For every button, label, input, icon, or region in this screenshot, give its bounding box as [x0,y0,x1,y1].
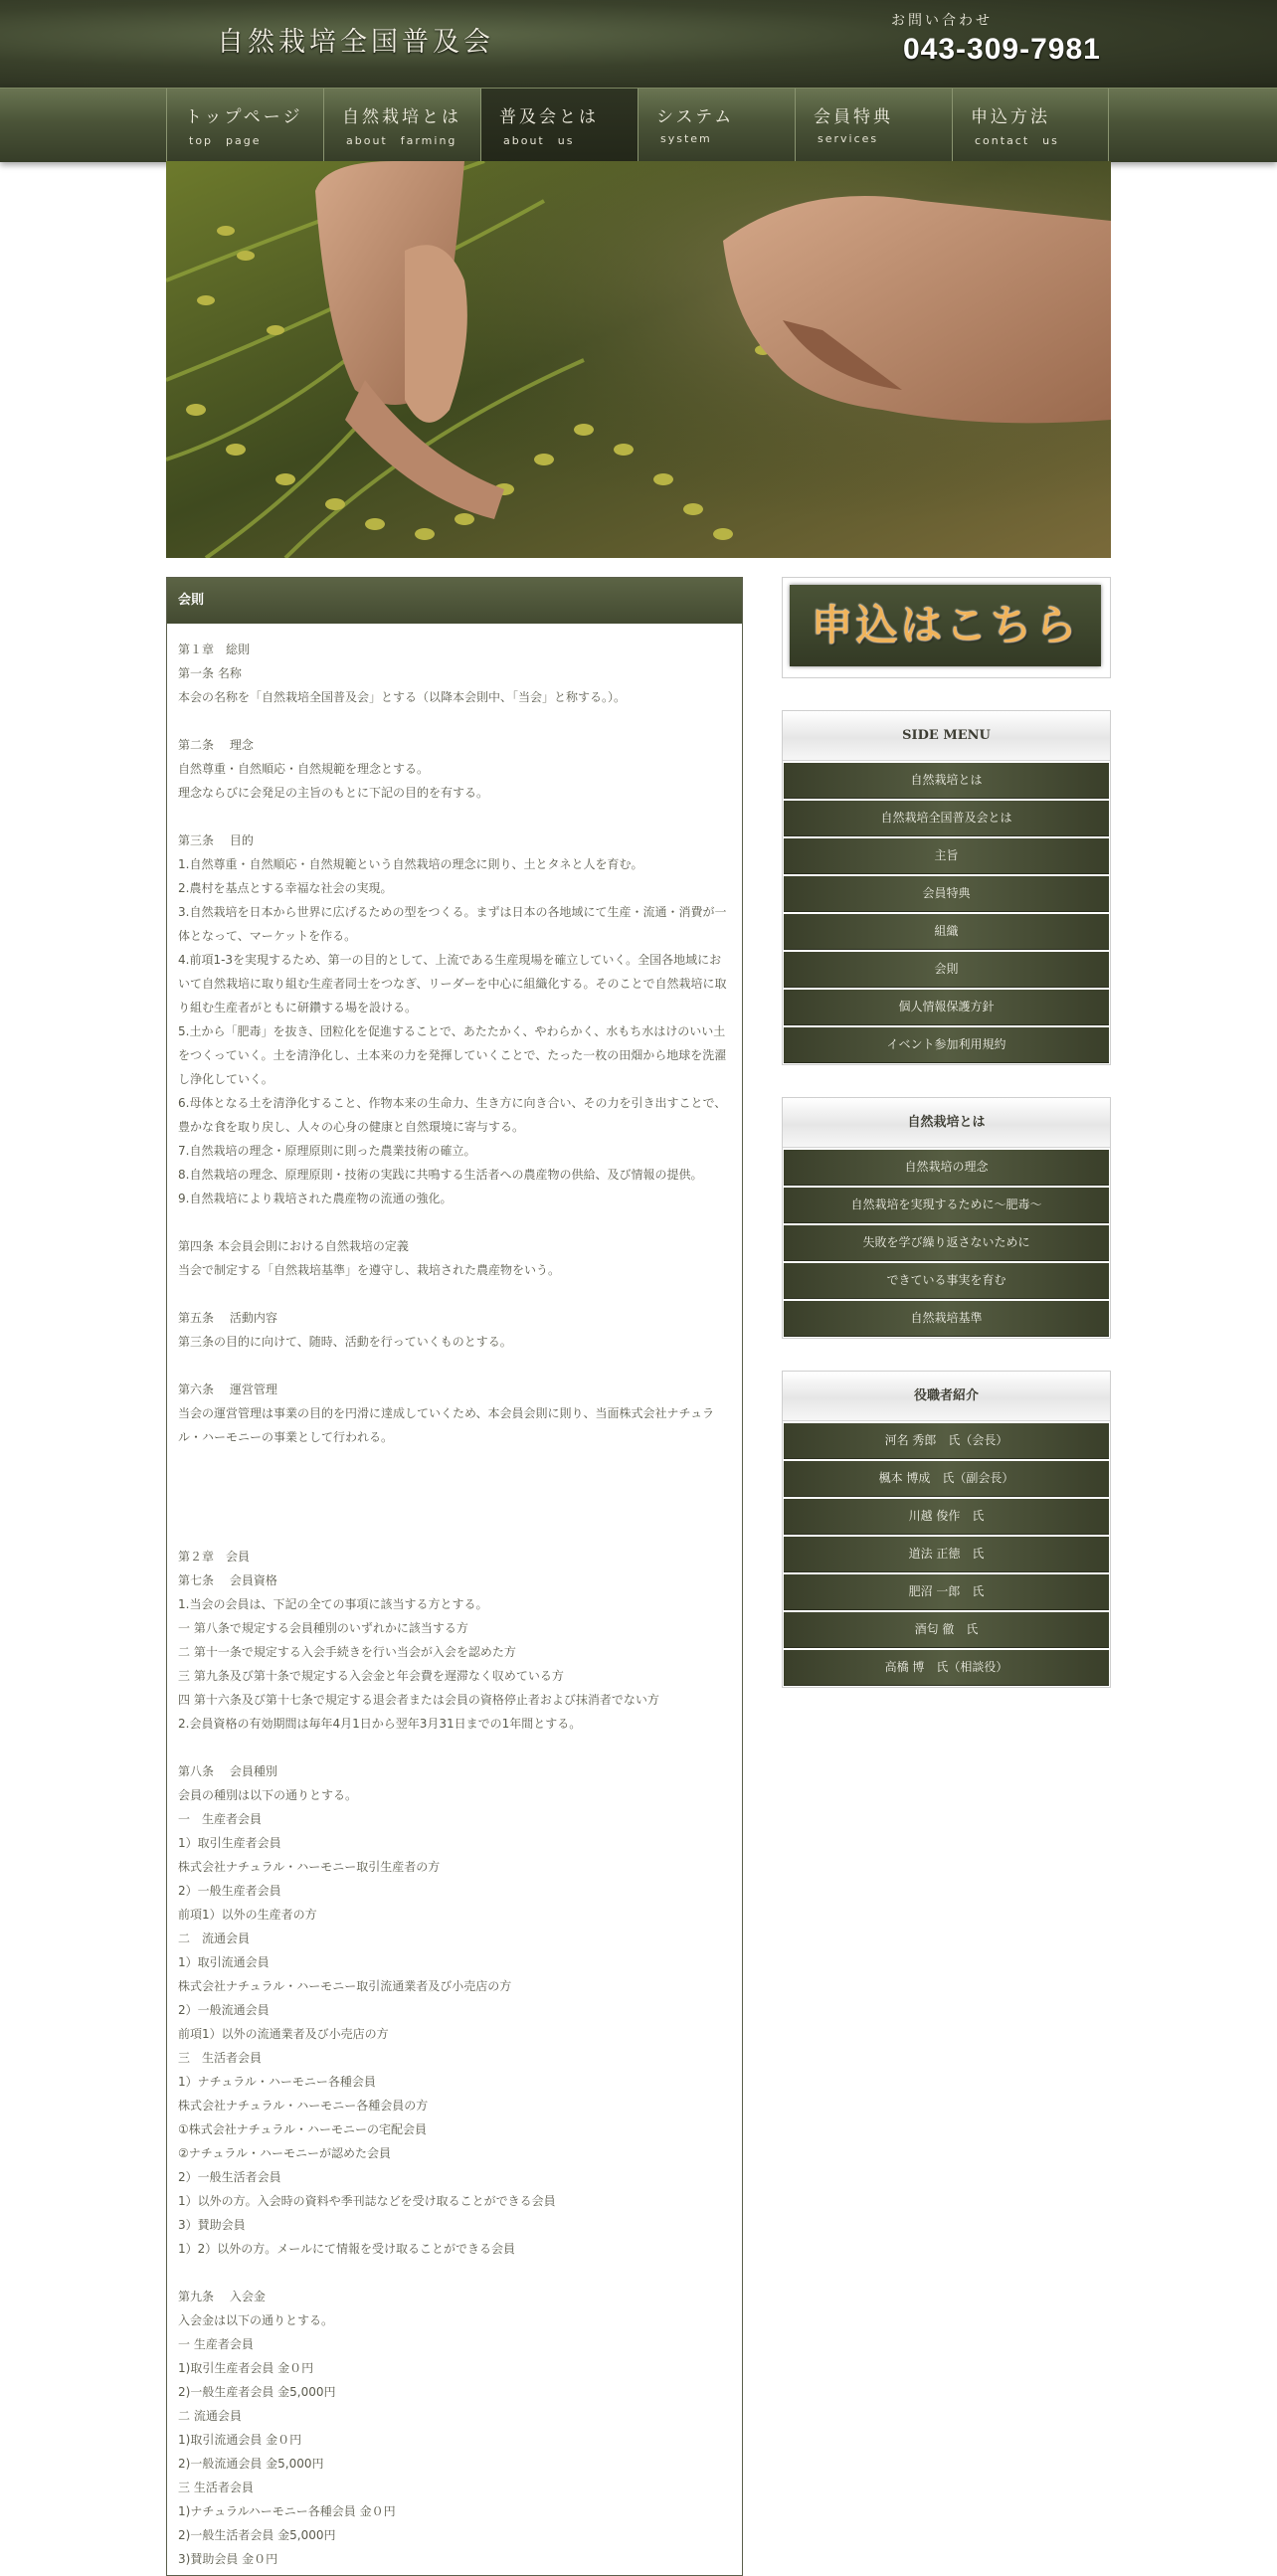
bylaw-line: 三 第九条及び第十条で規定する入会金と年会費を遅滞なく収めている方 [178,1669,564,1683]
article-heading: 第七条 会員資格 [178,1573,277,1587]
side-box-title: 自然栽培とは [783,1098,1110,1148]
bylaw-line: 1)取引流通会員 金０円 [178,2433,302,2447]
article-heading: 第五条 活動内容 [178,1311,277,1325]
side-menu-item[interactable]: イベント参加利用規約 [784,1027,1109,1063]
nav-contact-label: 申込方法 [971,107,1050,127]
nav-system-label: システム [656,107,735,127]
bylaw-line: 株式会社ナチュラル・ハーモニー取引流通業者及び小売店の方 [178,1979,512,1993]
side-menu-item[interactable]: 主旨 [784,838,1109,874]
article-heading: 第四条 本会員会則における自然栽培の定義 [178,1239,409,1253]
bylaw-line: 2）一般生産者会員 [178,1884,281,1898]
article-heading: 第八条 会員種別 [178,1764,277,1778]
bylaw-line: 9.自然栽培により栽培された農産物の流通の強化。 [178,1192,453,1205]
bylaw-line: 本会の名称を「自然栽培全国普及会」とする（以降本会則中、「当会」と称する。）。 [178,690,627,704]
nav-about-us-sub: about us [503,134,575,147]
bylaw-line: ②ナチュラル・ハーモニーが認めた会員 [178,2146,392,2160]
bylaws-text [167,624,742,2571]
side-menu-item[interactable]: 肥沼 一郎 氏 [784,1574,1109,1610]
article-heading: 第二条 理念 [178,738,254,752]
bylaw-line: 1）2）以外の方。メールにて情報を受け取ることができる会員 [178,2242,516,2256]
bylaw-line: 一 生産者会員 [178,2337,254,2351]
apply-banner[interactable] [782,577,1111,678]
bylaw-line: 会員の種別は以下の通りとする。 [178,1788,358,1802]
bylaw-line: 2)一般生産者会員 金5,000円 [178,2385,336,2399]
side-menu-item[interactable]: 組織 [784,914,1109,950]
side-box-1 [782,1097,1111,1339]
side-box-title: SIDE MENU [783,711,1110,761]
bylaw-line: 6.母体となる土を清浄化すること、作物本来の生命力、生き方に向き合い、その力を引き出すことで、豊かな食を取り戻し、人々の心身の健康と自然環境に寄与する。 [178,1096,727,1134]
bylaw-line: 当会で制定する「自然栽培基準」を遵守し、栽培された農産物をいう。 [178,1263,561,1277]
bylaw-line: 一 生産者会員 [178,1812,263,1826]
bylaw-line: 2)一般生活者会員 金5,000円 [178,2528,336,2542]
paragraph-gap [178,805,731,828]
paragraph-gap [178,1354,731,1378]
nav-contact-sub: contact us [975,134,1059,147]
article-heading: 第九条 入会金 [178,2290,266,2303]
nav-system-sub: system [660,132,712,145]
apply-banner-label: 申込はこちら [811,601,1080,649]
bylaw-line: 2）一般流通会員 [178,2003,270,2017]
side-menu-item[interactable]: 自然栽培基準 [784,1301,1109,1337]
contact-label: お問い合わせ [891,13,993,29]
bylaw-line: 4.前項1-3を実現するため、第一の目的として、上流である生産現場を確立していく。全国各地域において自然栽培に取り組む生産者同士をつなぎ、リーダーを中心に組織化する。そのことで自然栽培に取り組む生産者がともに研鑽する場を設ける。 [178,953,727,1014]
nav-contact[interactable] [952,89,1109,162]
side-menu-item[interactable]: 自然栽培とは [784,763,1109,799]
main-title: 会則 [167,578,742,624]
side-menu-item[interactable]: 自然栽培を実現するために～肥毒～ [784,1188,1109,1223]
article-heading: 第２章 会員 [178,1550,251,1564]
side-menu-item[interactable]: 酒匂 徹 氏 [784,1612,1109,1648]
side-menu-item[interactable]: 失敗を学び繰り返さないために [784,1225,1109,1261]
bylaw-line: 2)一般流通会員 金5,000円 [178,2457,324,2471]
site-title[interactable]: 自然栽培全国普及会 [217,27,494,58]
side-menu-item[interactable]: 個人情報保護方針 [784,990,1109,1025]
nav-about-us-label: 普及会とは [499,107,599,127]
bylaw-line: ①株式会社ナチュラル・ハーモニーの宅配会員 [178,2122,428,2136]
bylaw-line: 四 第十六条及び第十七条で規定する退会者または会員の資格停止者および抹消者でない方 [178,1693,659,1707]
bylaw-line: 8.自然栽培の理念、原理原則・技術の実践に共鳴する生活者への農産物の供給、及び情報の提供。 [178,1168,703,1182]
side-menu-item[interactable]: 自然栽培全国普及会とは [784,801,1109,836]
bylaw-line: 当会の運営管理は事業の目的を円滑に達成していくため、本会員会則に則り、当面株式会社ナチュラル・ハーモニーの事業として行われる。 [178,1406,715,1444]
nav-top-sub: top page [189,134,262,147]
side-menu-item[interactable]: 会則 [784,952,1109,988]
bylaw-line: 二 流通会員 [178,1932,251,1945]
side-menu-item[interactable]: 道法 正徳 氏 [784,1537,1109,1572]
hero-image [166,161,1111,558]
bylaw-line: 2.会員資格の有効期間は毎年4月1日から翌年3月31日までの1年間とする。 [178,1717,582,1731]
side-menu-item[interactable]: できている事実を育む [784,1263,1109,1299]
bylaw-line: 前項1）以外の流通業者及び小売店の方 [178,2027,389,2041]
nav-services-sub: services [818,132,879,145]
bylaw-line: 1）取引生産者会員 [178,1836,281,1850]
bylaw-line: 理念ならびに会発足の主旨のもとに下記の目的を有する。 [178,786,489,800]
bylaw-line: 1)取引生産者会員 金０円 [178,2361,314,2375]
side-box-0 [782,710,1111,1065]
side-box-2 [782,1371,1111,1688]
bylaw-line: 二 流通会員 [178,2409,242,2423]
bylaw-line: 1)ナチュラルハーモニー各種会員 金０円 [178,2504,396,2518]
bylaw-line: 入会金は以下の通りとする。 [178,2313,334,2327]
side-menu-item[interactable]: 河名 秀郎 氏（会長） [784,1423,1109,1459]
nav-about-us[interactable] [480,89,638,162]
side-menu-item[interactable]: 自然栽培の理念 [784,1150,1109,1186]
nav-about-farming[interactable] [323,89,480,162]
article-heading: 第一条 名称 [178,666,242,680]
bylaw-line: 一 第八条で規定する会員種別のいずれかに該当する方 [178,1621,468,1635]
bylaw-line: 二 第十一条で規定する入会手続きを行い当会が入会を認めた方 [178,1645,516,1659]
apply-banner-plate [790,585,1101,666]
side-menu-item[interactable]: 高橋 博 氏（相談役） [784,1650,1109,1686]
bylaw-line: 3）賛助会員 [178,2218,246,2232]
bylaw-line: 5.土から「肥毒」を抜き、団粒化を促進することで、あたたかく、やわらかく、水もち水はけのいい土をつくっていく。土を清浄化し、土本来の力を発揮していくことで、たった一枚の田畑から地球を洗濯し浄化していく。 [178,1024,727,1086]
bylaw-line: 1.当会の会員は、下記の全ての事項に該当する方とする。 [178,1597,488,1611]
contact-phone[interactable]: 043-309-7981 [903,33,1101,66]
bylaw-line: 2.農村を基点とする幸福な社会の実現。 [178,881,393,895]
bylaw-line: 株式会社ナチュラル・ハーモニー取引生産者の方 [178,1860,441,1874]
bylaw-line: 三 生活者会員 [178,2481,254,2494]
nav-system[interactable] [638,89,795,162]
bylaw-line: 1.自然尊重・自然順応・自然規範という自然栽培の理念に則り、土とタネと人を育む。 [178,857,643,871]
article-heading: 第１章 総則 [178,643,251,656]
rice-hands-photo [166,161,1111,558]
side-menu-item[interactable]: 川越 俊作 氏 [784,1499,1109,1535]
paragraph-gap [178,1210,731,1234]
nav-services[interactable] [795,89,952,162]
article-heading: 第六条 運営管理 [178,1382,277,1396]
paragraph-gap [178,709,731,733]
bylaw-line: 2）一般生活者会員 [178,2170,281,2184]
nav-top[interactable] [166,89,323,162]
article-heading: 第三条の目的に向けて、随時、活動を行っていくものとする。 [178,1335,512,1349]
bylaw-line: 1）取引流通会員 [178,1955,270,1969]
bylaw-line: 自然尊重・自然順応・自然規範を理念とする。 [178,762,430,776]
side-menu-item[interactable]: 楓本 博成 氏（副会長） [784,1461,1109,1497]
nav-about-farming-label: 自然栽培とは [342,107,461,127]
paragraph-gap [178,1736,731,1759]
bylaw-line: 1）ナチュラル・ハーモニー各種会員 [178,2075,376,2089]
bylaw-line: 三 生活者会員 [178,2051,263,2065]
nav-services-label: 会員特典 [814,107,893,127]
side-menu-sections [782,710,1111,1688]
bylaw-line: 3)賛助会員 金０円 [178,2552,278,2566]
paragraph-gap [178,2261,731,2285]
nav-about-farming-sub: about farming [346,134,457,147]
bylaw-line: 前項1）以外の生産者の方 [178,1908,317,1922]
bylaw-line: 3.自然栽培を日本から世界に広げるための型をつくる。まずは日本の各地域にて生産・流通・消費が一体となって、マーケットを作る。 [178,905,727,943]
global-nav [0,88,1277,162]
nav-top-label: トップページ [185,107,303,127]
article-heading: 第三条 目的 [178,833,254,847]
main-content [166,577,743,2576]
paragraph-gap [178,1449,731,1545]
bylaw-line: 1）以外の方。入会時の資料や季刊誌などを受け取ることができる会員 [178,2194,556,2208]
sidebar [782,577,1111,1688]
bylaw-line: 7.自然栽培の理念・原理原則に則った農業技術の確立。 [178,1144,476,1158]
paragraph-gap [178,1282,731,1306]
side-box-title: 役職者紹介 [783,1372,1110,1421]
bylaw-line: 株式会社ナチュラル・ハーモニー各種会員の方 [178,2099,429,2113]
side-menu-item[interactable]: 会員特典 [784,876,1109,912]
